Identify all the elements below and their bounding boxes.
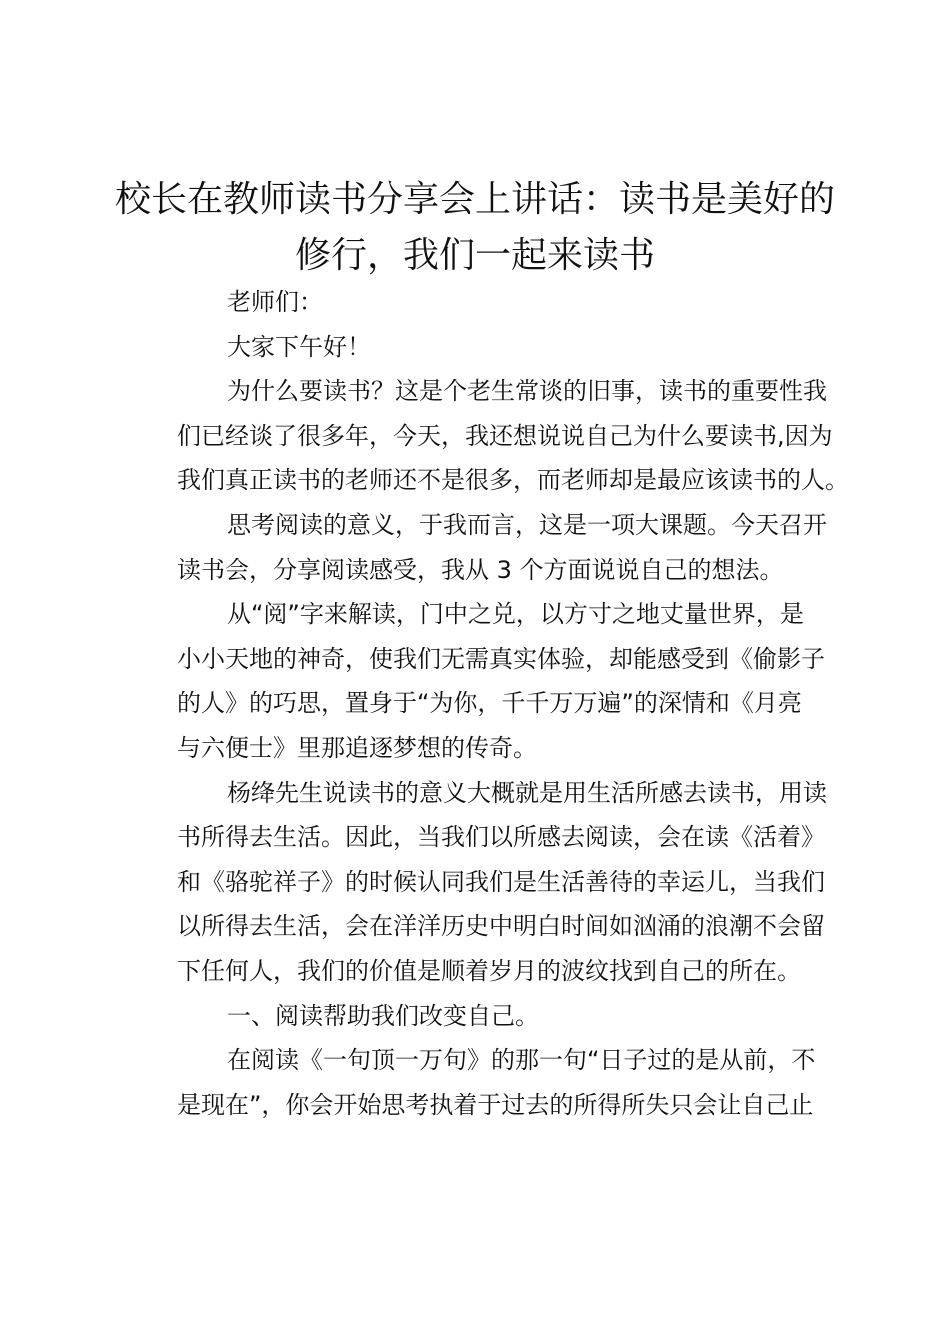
paragraph-line: 老师们： [227,288,323,316]
salutation-paragraph [127,325,832,370]
paragraph-line: 们已经谈了很多年，今天，我还想说说自己为什么要读书,因为 [177,421,833,450]
paragraph-line: 以所得去生活，会在洋洋历史中明白时间如汹涌的浪潮不会留 [177,912,825,941]
paragraph-line: 大家下午好！ [227,332,371,361]
paragraph-line: 下任何人，我们的价值是顺着岁月的波纹找到自己的所在。 [177,956,801,985]
document-title [100,172,850,284]
paragraph-line: 为什么要读书？这是个老生常谈的旧事，读书的重要性我 [227,377,827,406]
paragraph-line: 和《骆驼祥子》的时候认同我们是生活善待的幸运儿，当我们 [177,867,825,896]
body-paragraph [127,592,832,770]
greeting-paragraph [127,280,832,325]
title-line-2: 修行，我们一起来读书 [294,235,655,276]
section-heading-paragraph [127,994,832,1039]
paragraph-line: 杨绛先生说读书的意义大概就是用生活所感去读书，用读 [227,778,827,807]
body-paragraph [127,503,832,592]
paragraph-line: 在阅读《一句顶一万句》的那一句“日子过的是从前，不 [227,1046,816,1075]
paragraph-line: 读书会，分享阅读感受，我从 3 个方面说说自己的想法。 [177,555,784,584]
paragraph-line: 小小天地的神奇，使我们无需真实体验，却能感受到《偷影子 [177,644,825,673]
paragraph-line: 一、阅读帮助我们改变自己。 [227,1001,539,1030]
paragraph-line: 思考阅读的意义，于我而言，这是一项大课题。今天召开 [227,510,827,539]
paragraph-line: 是现在”，你会开始思考执着于过去的所得所失只会让自己止 [177,1090,814,1119]
title-line-1: 校长在教师读书分享会上讲话：读书是美好的 [114,179,835,220]
body-paragraph [127,771,832,994]
paragraph-line: 我们真正读书的老师还不是很多，而老师却是最应该读书的人。 [177,466,849,495]
paragraph-line: 从“阅”字来解读，门中之兑，以方寸之地丈量世界，是 [227,600,804,629]
paragraph-line: 书所得去生活。因此，当我们以所感去阅读，会在读《活着》 [177,823,825,852]
document-body [127,280,849,1127]
paragraph-line: 与六便士》里那追逐梦想的传奇。 [177,733,537,762]
body-paragraph [127,1038,832,1127]
body-paragraph [127,369,849,503]
paragraph-line: 的人》的巧思，置身于“为你，千千万万遍”的深情和《月亮 [177,689,802,718]
